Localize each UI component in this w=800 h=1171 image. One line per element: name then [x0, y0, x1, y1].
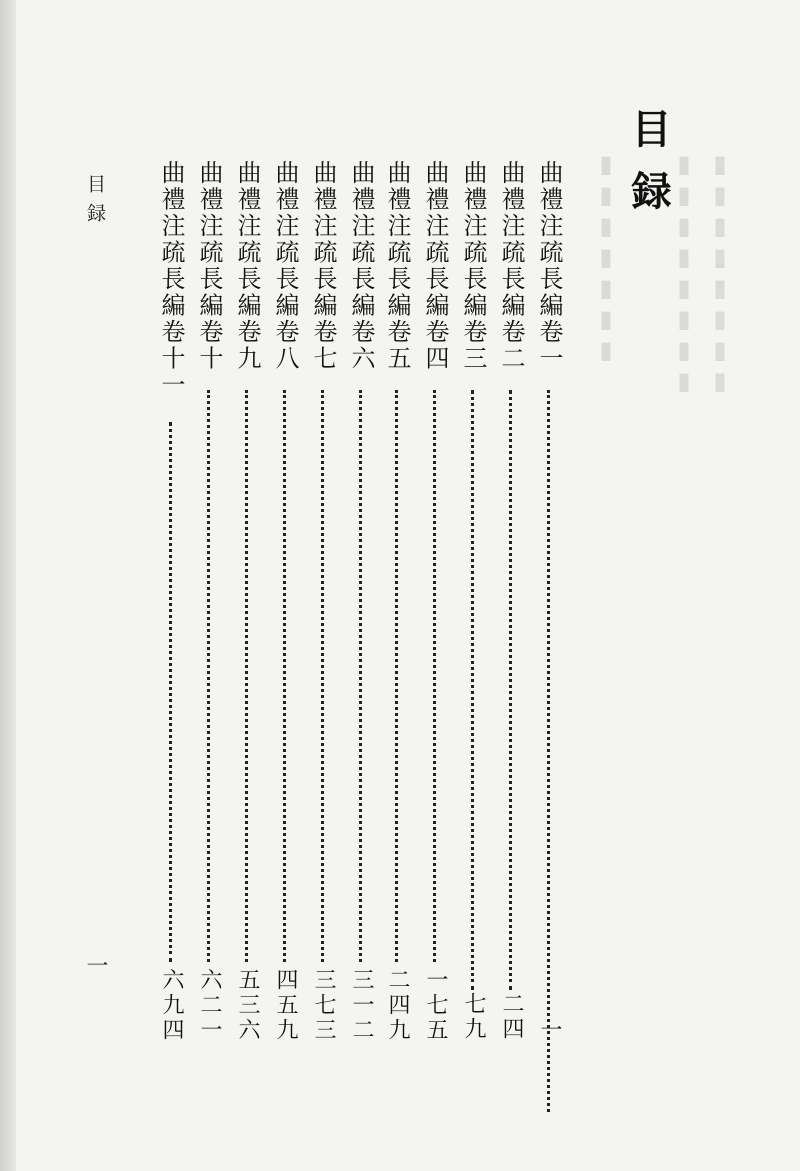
toc-entry[interactable]	[456, 160, 490, 1080]
toc-entry-title: 曲禮注疏長編卷五	[383, 160, 411, 372]
toc-entry[interactable]	[532, 160, 566, 1080]
toc-entry-page: 七九	[461, 992, 486, 1042]
toc-entry[interactable]	[494, 160, 528, 1080]
running-head: 目録	[84, 174, 106, 232]
toc-entry-page: 二四九	[385, 968, 410, 1043]
toc-entry-title: 曲禮注疏長編卷一	[535, 160, 563, 372]
toc-entry-title: 曲禮注疏長編卷四	[421, 160, 449, 372]
bleed-through: ▮▮▮▮▮▮▮	[592, 150, 620, 367]
toc-entry-title: 曲禮注疏長編卷七	[309, 160, 337, 372]
dot-leader	[509, 390, 516, 990]
toc-entry-page: 六九四	[159, 968, 184, 1043]
toc-entry[interactable]	[230, 160, 264, 1080]
dot-leader	[359, 390, 366, 962]
toc-entry[interactable]	[268, 160, 302, 1080]
toc-entry-title: 曲禮注疏長編卷十	[195, 160, 223, 372]
toc-entry[interactable]	[380, 160, 414, 1080]
dot-leader	[433, 390, 440, 962]
dot-leader	[471, 390, 478, 990]
page-gutter	[0, 0, 16, 1171]
toc-entry-page: 三七三	[311, 968, 336, 1043]
toc-entry-page: 一七五	[423, 968, 448, 1043]
toc-entry-page: 五三六	[235, 968, 260, 1043]
toc-entry-title: 曲禮注疏長編卷二	[497, 160, 525, 372]
toc-entry-page: 二四	[499, 992, 524, 1042]
toc-entry-title: 曲禮注疏長編卷十一	[157, 160, 185, 399]
dot-leader	[283, 390, 290, 962]
toc-entry-page: 一	[537, 1018, 562, 1043]
dot-leader	[547, 390, 554, 1112]
page-title: 目録	[625, 108, 672, 232]
dot-leader	[395, 390, 402, 962]
toc-entry-title: 曲禮注疏長編卷九	[233, 160, 261, 372]
toc-entry[interactable]	[344, 160, 378, 1080]
toc-entry[interactable]	[154, 160, 188, 1080]
dot-leader	[207, 390, 214, 962]
folio-number: 一	[83, 954, 108, 976]
toc-entry-page: 四五九	[273, 968, 298, 1043]
bleed-through: ▮▮▮▮▮▮▮▮	[670, 150, 698, 398]
toc-entry[interactable]	[418, 160, 452, 1080]
dot-leader	[321, 390, 328, 962]
dot-leader	[169, 422, 176, 962]
toc-entry-title: 曲禮注疏長編卷三	[459, 160, 487, 372]
toc-entry[interactable]	[306, 160, 340, 1080]
toc-entry[interactable]	[192, 160, 226, 1080]
toc-entry-page: 六二一	[197, 968, 222, 1043]
dot-leader	[245, 390, 252, 962]
toc-entry-page: 三一二	[349, 968, 374, 1043]
toc-entry-title: 曲禮注疏長編卷八	[271, 160, 299, 372]
bleed-through: ▮▮▮▮▮▮▮▮	[706, 150, 734, 398]
toc-entry-title: 曲禮注疏長編卷六	[347, 160, 375, 372]
